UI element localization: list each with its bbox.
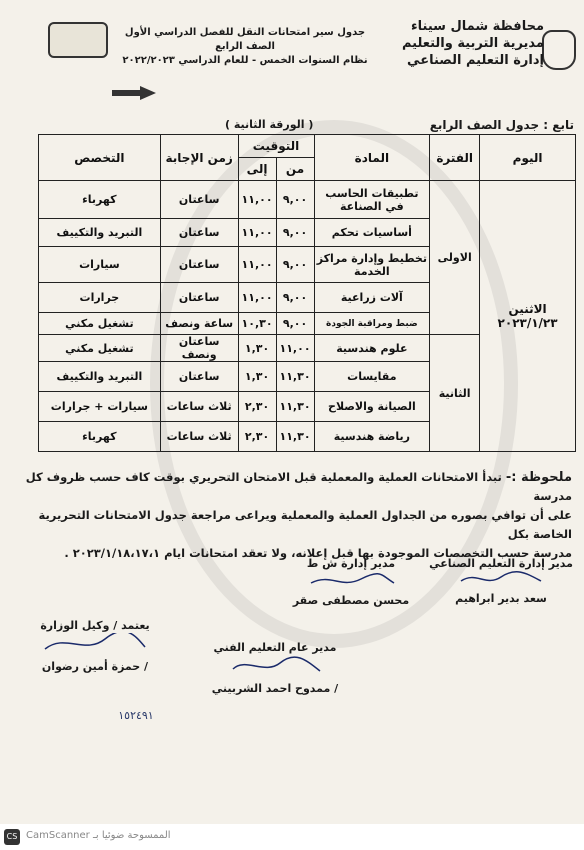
header-authority bbox=[402, 18, 544, 69]
to-cell: ١٠,٣٠ bbox=[238, 313, 276, 335]
to-cell: ١١,٠٠ bbox=[238, 283, 276, 313]
from-cell: ١١,٠٠ bbox=[276, 335, 314, 362]
arrow-right-icon bbox=[112, 86, 156, 100]
table-row bbox=[39, 181, 576, 219]
duration-cell: ساعتان bbox=[160, 362, 238, 392]
subject-cell: أساسيات تحكم bbox=[314, 219, 430, 247]
grade-label: الصف الرابع bbox=[215, 41, 275, 52]
camscanner-logo-icon: CS bbox=[4, 829, 20, 845]
from-cell: ٩,٠٠ bbox=[276, 219, 314, 247]
scanner-caption: الممسوحة ضوئيا بـ CamScanner bbox=[26, 830, 171, 841]
to-cell: ١,٣٠ bbox=[238, 362, 276, 392]
day-cell: الاثنين ٢٠٢٣/١/٢٣ bbox=[480, 181, 576, 452]
signature-admin-director bbox=[286, 556, 416, 608]
continued-title: تابع : جدول الصف الرابع bbox=[429, 118, 574, 132]
to-cell: ١١,٠٠ bbox=[238, 181, 276, 219]
directorate-label: مديرية التربية والتعليم bbox=[401, 36, 544, 51]
technical-director-title: مدير عام التعليم الفني bbox=[213, 641, 337, 654]
subject-cell: مقايسات bbox=[314, 362, 430, 392]
header-from: من bbox=[276, 158, 314, 181]
subject-cell: علوم هندسية bbox=[314, 335, 430, 362]
signature-scribble-icon bbox=[225, 655, 325, 677]
admin-director-title: مدير إدارة ش ط bbox=[306, 557, 396, 570]
duration-cell: ساعة ونصف bbox=[160, 313, 238, 335]
specialization-cell: جرارات bbox=[39, 283, 161, 313]
signature-undersecretary: يعتمد / وكيل الوزارة / حمزة أمين رضوان bbox=[20, 618, 170, 674]
period-cell: الاولى bbox=[430, 181, 480, 335]
specialization-cell: كهرباء bbox=[39, 422, 161, 452]
note-line-1: تبدأ الامتحانات العملية والمعملية قبل الامتحان التحريري بوقت كاف حسب ظروف كل مدرسة bbox=[25, 470, 572, 503]
from-cell: ٩,٠٠ bbox=[276, 181, 314, 219]
specialization-cell: كهرباء bbox=[39, 181, 161, 219]
subject-cell: آلات زراعية bbox=[314, 283, 430, 313]
specialization-cell: التبريد والتكييف bbox=[39, 362, 161, 392]
duration-cell: ساعتان bbox=[160, 247, 238, 283]
from-cell: ٩,٠٠ bbox=[276, 247, 314, 283]
signature-scribble-icon bbox=[306, 571, 396, 589]
to-cell: ١,٣٠ bbox=[238, 335, 276, 362]
duration-cell: ثلاث ساعات bbox=[160, 392, 238, 422]
header-day: اليوم bbox=[480, 135, 576, 181]
subject-cell: ضبط ومراقبة الجودة bbox=[314, 313, 430, 335]
duration-cell: ساعتان ونصف bbox=[160, 335, 238, 362]
admin-director-name: محسن مصطفى صقر bbox=[292, 594, 410, 607]
header-to: إلى bbox=[238, 158, 276, 181]
industrial-director-title: مدير إدارة التعليم الصناعي bbox=[429, 557, 573, 570]
technical-director-name: / ممدوح احمد الشربيني bbox=[211, 682, 339, 695]
duration-cell: ساعتان bbox=[160, 219, 238, 247]
note-label: ملحوظة :- bbox=[505, 470, 572, 485]
header-title-block bbox=[120, 26, 370, 68]
department-label: إدارة التعليم الصناعي bbox=[407, 53, 544, 68]
governorate-label: محافظة شمال سيناء bbox=[411, 19, 544, 34]
signature-scribble-icon bbox=[40, 633, 150, 655]
duration-cell: ساعتان bbox=[160, 181, 238, 219]
signature-scribble-icon bbox=[456, 571, 546, 587]
ministry-logo-icon bbox=[48, 22, 108, 58]
duration-cell: ساعتان bbox=[160, 283, 238, 313]
from-cell: ١١,٣٠ bbox=[276, 422, 314, 452]
specialization-cell: سيارات + جرارات bbox=[39, 392, 161, 422]
specialization-cell: التبريد والتكييف bbox=[39, 219, 161, 247]
undersecretary-title: وكيل الوزارة bbox=[40, 619, 110, 632]
system-label: نظام السنوات الخمس - للعام الدراسي ٢٠٢٢/٢٠٢٣ bbox=[122, 55, 368, 66]
exam-schedule-table bbox=[38, 134, 576, 452]
note-block bbox=[12, 468, 572, 563]
to-cell: ١١,٠٠ bbox=[238, 219, 276, 247]
period-cell: الثانية bbox=[430, 335, 480, 452]
subject-cell: الصيانة والاصلاح bbox=[314, 392, 430, 422]
note-line-3: مدرسة حسب التخصصات الموجودة بها قبل إعلانه، ولا تعقد امتحانات ايام ٢٠٢٣/١/١٨،١٧،١ . bbox=[64, 546, 572, 560]
eagle-emblem-icon bbox=[542, 30, 576, 70]
header-duration: زمن الإجابة bbox=[160, 135, 238, 181]
handwritten-number: ١٥٢٤٩١ bbox=[118, 709, 154, 722]
document-title: جدول سير امتحانات النقل للفصل الدراسي الأول bbox=[124, 27, 366, 38]
header-timing: التوقيت bbox=[238, 135, 314, 158]
scanner-footer bbox=[0, 824, 584, 850]
header-period: الفترة bbox=[430, 135, 480, 181]
paper-label: ( الورقة الثانية ) bbox=[225, 118, 314, 131]
subject-cell: تطبيقات الحاسب في الصناعة bbox=[314, 181, 430, 219]
specialization-cell: سيارات bbox=[39, 247, 161, 283]
header-subject: المادة bbox=[314, 135, 430, 181]
from-cell: ١١,٣٠ bbox=[276, 392, 314, 422]
signature-technical-director bbox=[200, 640, 350, 696]
signature-industrial-director bbox=[426, 556, 576, 606]
to-cell: ٢,٣٠ bbox=[238, 422, 276, 452]
from-cell: ٩,٠٠ bbox=[276, 283, 314, 313]
note-line-2: على أن توافي بصوره من الجداول العملية والمعملية ويراعى مراجعة جدول الامتحانات التحريرية الخاصة بكل bbox=[38, 508, 572, 541]
specialization-cell: تشغيل مكني bbox=[39, 335, 161, 362]
duration-cell: ثلاث ساعات bbox=[160, 422, 238, 452]
from-cell: ١١,٣٠ bbox=[276, 362, 314, 392]
to-cell: ١١,٠٠ bbox=[238, 247, 276, 283]
to-cell: ٢,٣٠ bbox=[238, 392, 276, 422]
header-specialization: التخصص bbox=[39, 135, 161, 181]
subject-cell: رياضة هندسية bbox=[314, 422, 430, 452]
specialization-cell: تشغيل مكني bbox=[39, 313, 161, 335]
from-cell: ٩,٠٠ bbox=[276, 313, 314, 335]
undersecretary-name: / حمزة أمين رضوان bbox=[41, 660, 149, 673]
approve-label: يعتمد bbox=[121, 619, 150, 632]
subject-cell: تخطيط وإدارة مراكز الخدمة bbox=[314, 247, 430, 283]
industrial-director-name: سعد بدير ابراهيم bbox=[455, 592, 547, 605]
